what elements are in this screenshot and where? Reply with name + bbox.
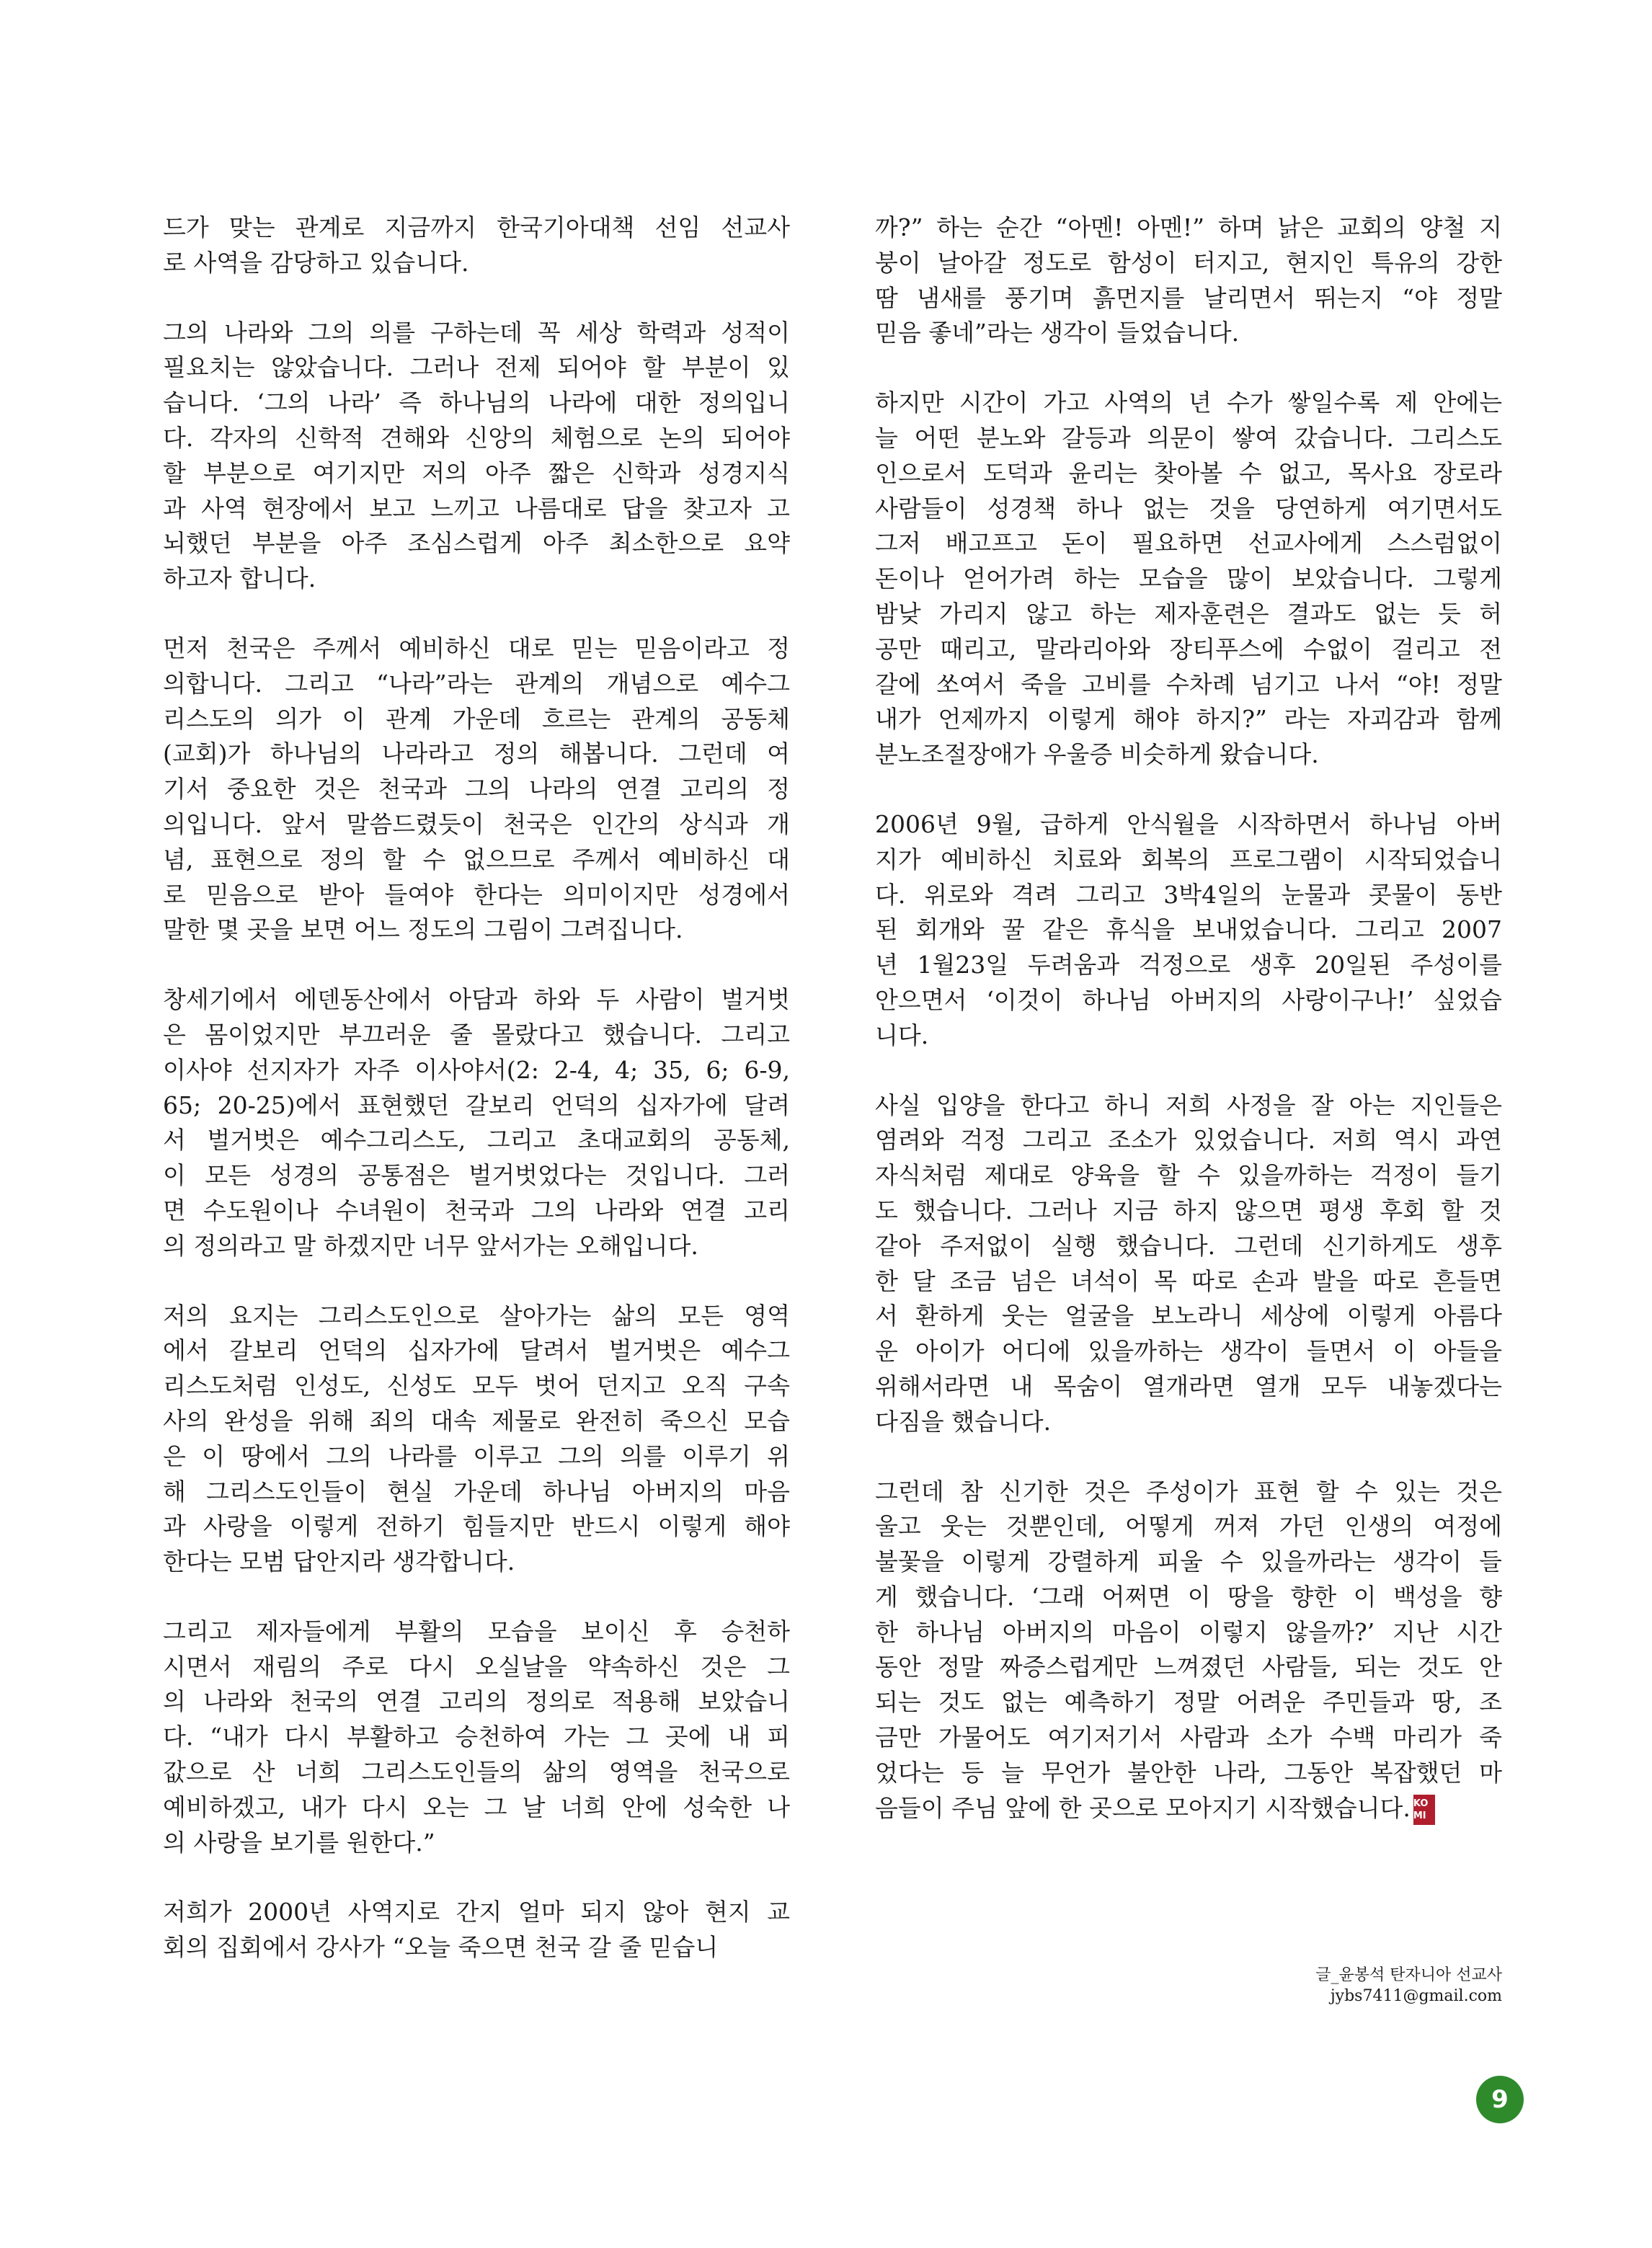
- text-line: 금만 가물어도 여기저기서 사람과 소가 수백 마리가 죽: [875, 1723, 1502, 1752]
- paragraph: [163, 1299, 790, 1580]
- text-line: 같아 주저없이 실행 했습니다. 그런데 신기하게도 생후: [875, 1231, 1502, 1260]
- text-line: 었다는 등 늘 무언가 불안한 나라, 그동안 복잡했던 마: [875, 1758, 1502, 1787]
- text-line: 2006년 9월, 급하게 안식월을 시작하면서 하나님 아버: [875, 809, 1502, 838]
- text-line: 내가 언제까지 이렇게 해야 하지?” 라는 자괴감과 함께: [875, 705, 1502, 734]
- paragraph: [163, 631, 790, 948]
- text-line: 과 사랑을 이렇게 전하기 힘들지만 반드시 이렇게 해야: [163, 1512, 790, 1541]
- komi-logo-icon: [1413, 1795, 1435, 1825]
- text-line: 그저 배고프고 돈이 필요하면 선교사에게 스스럼없이: [875, 529, 1502, 558]
- text-line: 창세기에서 에덴동산에서 아담과 하와 두 사람이 벌거벗: [163, 985, 790, 1014]
- text-line: 념, 표현으로 정의 할 수 없으므로 주께서 예비하신 대: [163, 845, 790, 874]
- right-column: [875, 210, 1502, 1860]
- paragraph: [875, 210, 1502, 351]
- text-line: 지가 예비하신 치료와 회복의 프로그램이 시작되었습니: [875, 845, 1502, 874]
- text-line: 시면서 재림의 주로 다시 오실날을 약속하신 것은 그: [163, 1652, 790, 1681]
- paragraph: [875, 807, 1502, 1054]
- text-line: 동안 정말 짜증스럽게만 느껴졌던 사람들, 되는 것도 안: [875, 1653, 1502, 1681]
- text-line: 값으로 산 너희 그리스도인들의 삶의 영역을 천국으로: [163, 1758, 790, 1787]
- text-line: 믿음 좋네”라는 생각이 들었습니다.: [875, 319, 1240, 347]
- text-line: 은 몸이었지만 부끄러운 줄 몰랐다고 했습니다. 그리고: [163, 1020, 790, 1049]
- text-line: 먼저 천국은 주께서 예비하신 대로 믿는 믿음이라고 정: [163, 634, 790, 662]
- author-email: jybs7411@gmail.com: [1330, 1987, 1502, 2005]
- text-line: [875, 1791, 1502, 1826]
- text-line: 안으면서 ‘이것이 하나님 아버지의 사랑이구나!’ 싶었습: [875, 985, 1502, 1014]
- text-line: 그의 나라와 그의 의를 구하는데 꼭 세상 학력과 성적이: [163, 318, 790, 347]
- text-line: 기서 중요한 것은 천국과 그의 나라의 연결 고리의 정: [163, 775, 790, 804]
- text-line: 도 했습니다. 그러나 지금 하지 않으면 평생 후회 할 것: [875, 1196, 1502, 1225]
- text-line: 된 회개와 꿀 같은 휴식을 보내었습니다. 그리고 2007: [875, 915, 1502, 944]
- logo-text-top: KO: [1413, 1798, 1429, 1809]
- text-line: 로 사역을 감당하고 있습니다.: [163, 248, 469, 277]
- text-line: 드가 맞는 관계로 지금까지 한국기아대책 선임 선교사: [163, 213, 790, 241]
- text-line: 회의 집회에서 강사가 “오늘 죽으면 천국 갈 줄 믿습니: [163, 1933, 719, 1962]
- text-line: 그런데 참 신기한 것은 주성이가 표현 할 수 있는 것은: [875, 1477, 1502, 1506]
- text-line: 공만 때리고, 말라리아와 장티푸스에 수없이 걸리고 전: [875, 634, 1502, 663]
- text-line: 65; 20-25)에서 표현했던 갈보리 언덕의 십자가에 달려: [163, 1090, 790, 1119]
- text-line: (교회)가 하나님의 나라라고 정의 해봅니다. 그런데 여: [163, 739, 790, 768]
- text-line: 불꽃을 이렇게 강렬하게 피울 수 있을까라는 생각이 들: [875, 1547, 1502, 1576]
- text-line: 이사야 선지자가 자주 이사야서(2: 2-4, 4; 35, 6; 6-9,: [163, 1055, 790, 1084]
- paragraph: [163, 1895, 790, 1965]
- text-line: 면 수도원이나 수녀원이 천국과 그의 나라와 연결 고리: [163, 1196, 790, 1225]
- text-line: 울고 웃는 것뿐인데, 어떻게 꺼져 가던 인생의 여정에: [875, 1512, 1502, 1541]
- paragraph: [875, 1088, 1502, 1440]
- text-line: 니다.: [875, 1021, 929, 1049]
- text-line: 염려와 걱정 그리고 조소가 있었습니다. 저희 역시 과연: [875, 1126, 1502, 1155]
- text-line: 예비하겠고, 내가 다시 오는 그 날 너희 안에 성숙한 나: [163, 1792, 790, 1821]
- text-line: 로 믿음으로 받아 들여야 한다는 의미이지만 성경에서: [163, 880, 790, 909]
- text-line: 이 모든 성경의 공통점은 벌거벗었다는 것입니다. 그러: [163, 1161, 790, 1190]
- text-line: 다. 위로와 격려 그리고 3박4일의 눈물과 콧물이 동반: [875, 880, 1502, 909]
- text-line: 돈이나 얻어가려 하는 모습을 많이 보았습니다. 그렇게: [875, 564, 1502, 593]
- text-line: 게 했습니다. ‘그래 어쩌면 이 땅을 향한 이 백성을 향: [875, 1582, 1502, 1611]
- page-number-badge: 9: [1476, 2076, 1524, 2123]
- text-line: 하고자 합니다.: [163, 564, 316, 593]
- text-line: 리스도처럼 인성도, 신성도 모두 벗어 던지고 오직 구속: [163, 1372, 790, 1400]
- text-line: 뇌했던 부분을 아주 조심스럽게 아주 최소한으로 요약: [163, 529, 790, 558]
- paragraph: [163, 982, 790, 1263]
- text-line: 되는 것도 없는 예측하기 정말 어려운 주민들과 땅, 조: [875, 1688, 1502, 1717]
- text-line: 의입니다. 앞서 말씀드렸듯이 천국은 인간의 상식과 개: [163, 809, 790, 838]
- text-line: 서 환하게 웃는 얼굴을 보노라니 세상에 이렇게 아름다: [875, 1302, 1502, 1330]
- text-line: 사람들이 성경책 하나 없는 것을 당연하게 여기면서도: [875, 494, 1502, 523]
- text-line: 의 사랑을 보기를 원한다.”: [163, 1828, 435, 1857]
- text-line: 갈에 쏘여서 죽을 고비를 수차례 넘기고 나서 “야! 정말: [875, 670, 1502, 698]
- text-line: 밤낮 가리지 않고 하는 제자훈련은 결과도 없는 듯 허: [875, 599, 1502, 628]
- text-line: 사실 입양을 한다고 하니 저희 사정을 잘 아는 지인들은: [875, 1090, 1502, 1119]
- text-line: 과 사역 현장에서 보고 느끼고 나름대로 답을 찾고자 고: [163, 494, 790, 523]
- text-line: 저희가 2000년 사역지로 간지 얼마 되지 않아 현지 교: [163, 1898, 790, 1927]
- text-line: 사의 완성을 위해 죄의 대속 제물로 완전히 죽으신 모습: [163, 1406, 790, 1435]
- paragraph: [163, 316, 790, 597]
- text-line: 한다는 모범 답안지라 생각합니다.: [163, 1547, 515, 1576]
- text-line: 늘 어떤 분노와 갈등과 의문이 쌓여 갔습니다. 그리스도: [875, 423, 1502, 452]
- text-line: 붕이 날아갈 정도로 함성이 터지고, 현지인 특유의 강한: [875, 248, 1502, 277]
- text-line: 해 그리스도인들이 현실 가운데 하나님 아버지의 마음: [163, 1477, 790, 1506]
- text-line-content: 음들이 주님 앞에 한 곳으로 모아지기 시작했습니다.: [875, 1793, 1411, 1822]
- text-line: 분노조절장애가 우울증 비슷하게 왔습니다.: [875, 740, 1319, 769]
- author-name: 글_윤봉석 탄자니아 선교사: [1315, 1966, 1502, 1984]
- text-line: 다. 각자의 신학적 견해와 신앙의 체험으로 논의 되어야: [163, 423, 790, 452]
- text-line: 저의 요지는 그리스도인으로 살아가는 삶의 모든 영역: [163, 1301, 790, 1330]
- text-line: 자식처럼 제대로 양육을 할 수 있을까하는 걱정이 들기: [875, 1161, 1502, 1190]
- text-line: 다짐을 했습니다.: [875, 1407, 1052, 1436]
- text-line: 하지만 시간이 가고 사역의 년 수가 쌓일수록 제 안에는: [875, 388, 1502, 417]
- text-line: 그리고 제자들에게 부활의 모습을 보이신 후 승천하: [163, 1617, 790, 1645]
- author-signature: [1225, 1965, 1502, 2007]
- left-column: [163, 210, 790, 2000]
- logo-text-bottom: MI: [1413, 1810, 1426, 1821]
- text-line: 한 달 조금 넘은 녀석이 목 따로 손과 발을 따로 흔들면: [875, 1266, 1502, 1295]
- text-line: 습니다. ‘그의 나라’ 즉 하나님의 나라에 대한 정의입니: [163, 388, 790, 417]
- paragraph: [875, 1475, 1502, 1826]
- text-line: 서 벌거벗은 예수그리스도, 그리고 초대교회의 공동체,: [163, 1126, 790, 1155]
- text-line: 운 아이가 어디에 있을까하는 생각이 들면서 이 아들을: [875, 1337, 1502, 1366]
- text-line: 위해서라면 내 목숨이 열개라면 열개 모두 내놓겠다는: [875, 1372, 1502, 1400]
- text-line: 한 하나님 아버지의 마음이 이렇지 않을까?’ 지난 시간: [875, 1617, 1502, 1646]
- text-line: 에서 갈보리 언덕의 십자가에 달려서 벌거벗은 예수그: [163, 1336, 790, 1365]
- text-line: 리스도의 의가 이 관계 가운데 흐르는 관계의 공동체: [163, 704, 790, 733]
- text-line: 할 부분으로 여기지만 저의 아주 짧은 신학과 성경지식: [163, 458, 790, 487]
- text-line: 의합니다. 그리고 “나라”라는 관계의 개념으로 예수그: [163, 669, 790, 698]
- text-line: 말한 몇 곳을 보면 어느 정도의 그림이 그려집니다.: [163, 915, 683, 944]
- paragraph: [875, 386, 1502, 773]
- text-line: 년 1월23일 두려움과 걱정으로 생후 20일된 주성이를: [875, 951, 1502, 979]
- text-line: 인으로서 도덕과 윤리는 찾아볼 수 없고, 목사요 장로라: [875, 458, 1502, 487]
- text-line: 필요치는 않았습니다. 그러나 전제 되어야 할 부분이 있: [163, 353, 790, 382]
- text-line: 의 나라와 천국의 연결 고리의 정의로 적용해 보았습니: [163, 1687, 790, 1716]
- text-line: 땀 냄새를 풍기며 흙먼지를 날리면서 뛰는지 “야 정말: [875, 283, 1502, 312]
- text-line: 다. “내가 다시 부활하고 승천하여 가는 그 곳에 내 피: [163, 1723, 790, 1751]
- paragraph: [163, 210, 790, 281]
- text-line: 은 이 땅에서 그의 나라를 이루고 그의 의를 이루기 위: [163, 1441, 790, 1470]
- text-line: 의 정의라고 말 하겠지만 너무 앞서가는 오해입니다.: [163, 1231, 698, 1260]
- paragraph: [163, 1614, 790, 1861]
- text-line: 까?” 하는 순간 “아멘! 아멘!” 하며 낡은 교회의 양철 지: [875, 213, 1502, 241]
